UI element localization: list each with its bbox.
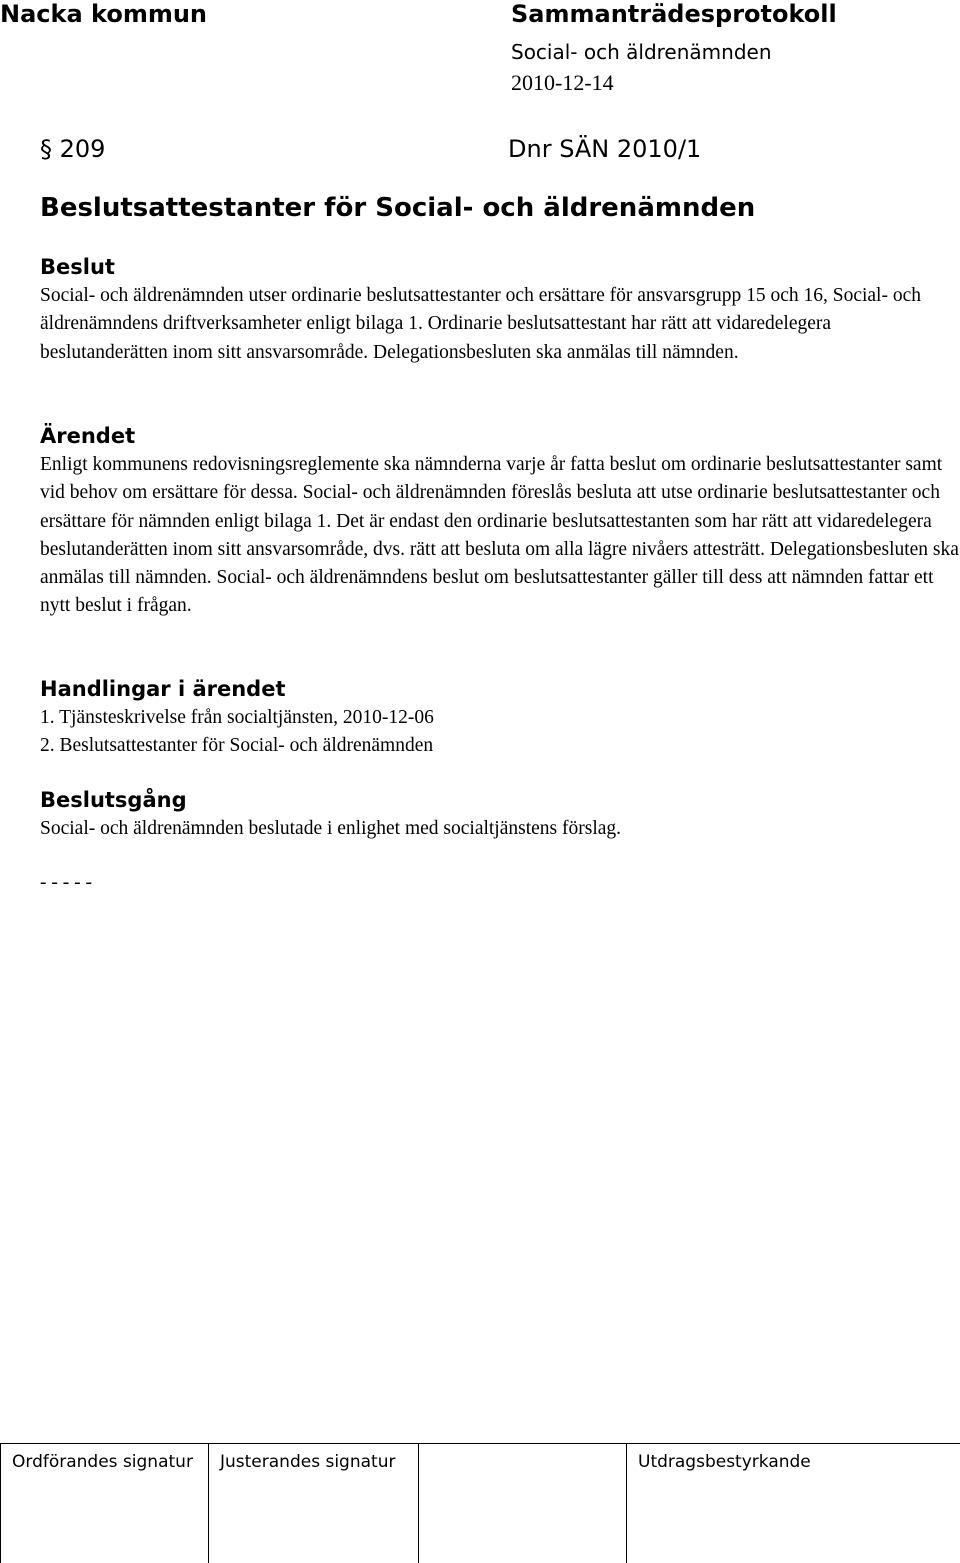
- section-text: Social- och äldrenämnden utser ordinarie beslutsattestanter och ersättare för ansvarsgrupp 15 och 16, Social- och äldrenämndens driftverksamheter enligt bilaga 1. Ordinarie beslutsattestant har rätt att vidaredelegera beslutanderätten inom sitt ansvarsområde. Delegationsbesluten ska anmälas till nämnden.: [40, 285, 921, 363]
- section-text: Enligt kommunens redovisningsreglemente ska nämnderna varje år fatta beslut om ordinarie beslutsattestanter samt vid behov om ersättare för dessa. Social- och äldrenämnden föreslås besluta att utse ordinarie beslutsattestanter och ersättare för nämnden enligt bilaga 1. Det är endast den ordinarie beslutsattestanten som har rätt att vidaredelegera beslutanderätten inom sitt ansvarsområde, dvs. rätt att besluta om alla lägre nivåers attesträtt. Delegationsbesluten ska anmälas till nämnden. Social- och äldrenämndens beslut om beslutsattestanter gäller till dess att nämnden fattar ett nytt beslut i frågan.: [40, 454, 959, 617]
- signature-table: [0, 1443, 960, 1563]
- section-handlingar: [40, 674, 960, 761]
- end-separator: - - - - -: [40, 872, 92, 893]
- diary-number: Dnr SÄN 2010/1: [508, 135, 702, 163]
- section-heading: Beslut: [40, 255, 115, 279]
- signature-label: Justerandes signatur: [220, 1452, 396, 1472]
- section-text: Social- och äldrenämnden beslutade i enlighet med socialtjänstens förslag.: [40, 818, 622, 839]
- section-heading: Ärendet: [40, 424, 136, 448]
- document-type: Sammanträdesprotokoll: [511, 0, 837, 28]
- document-list-item: 2. Beslutsattestanter för Social- och äldrenämnden: [40, 735, 434, 757]
- section-heading: Beslutsgång: [40, 788, 187, 812]
- document-list-item: 1. Tjänsteskrivelse från socialtjänsten, 2010-12-06: [40, 707, 434, 728]
- section-arendet: [40, 421, 960, 621]
- paragraph-number: § 209: [40, 135, 106, 163]
- signature-cell-adjuster: [209, 1444, 419, 1563]
- signature-cell-chair: [1, 1444, 209, 1563]
- committee-name: Social- och äldrenämnden: [511, 40, 772, 64]
- section-beslutsgang: [40, 785, 960, 843]
- meeting-date: 2010-12-14: [511, 70, 614, 95]
- case-title: Beslutsattestanter för Social- och äldrenämnden: [40, 193, 756, 223]
- section-beslut: [40, 252, 960, 367]
- signature-cell-certification: [627, 1444, 960, 1563]
- signature-label: Ordförandes signatur: [12, 1452, 193, 1472]
- signature-cell-blank: [419, 1444, 627, 1563]
- signature-label: Utdragsbestyrkande: [638, 1452, 811, 1472]
- organization-name: Nacka kommun: [0, 0, 208, 28]
- section-heading: Handlingar i ärendet: [40, 677, 286, 701]
